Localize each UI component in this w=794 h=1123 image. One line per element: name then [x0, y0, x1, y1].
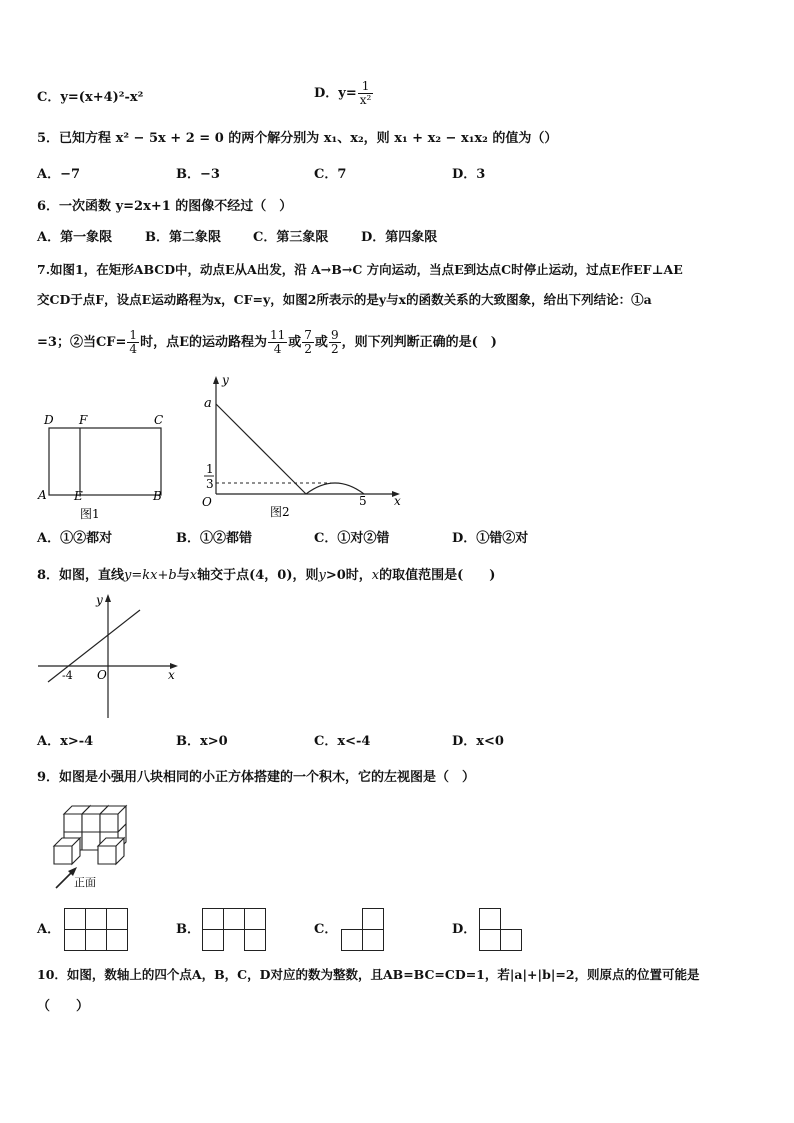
view-cell: [500, 929, 522, 951]
q7-frac4-den: 2: [330, 342, 339, 356]
q4-option-d-fraction: [358, 80, 374, 107]
q9-option-a-label: A．: [37, 922, 61, 937]
q8-option-a: A．x>-4: [37, 734, 94, 749]
view-cell: [85, 929, 107, 951]
view-cell: [479, 908, 501, 930]
q7-stem-line2: 交CD于点F，设点E运动路程为x，CF=y，如图2所表示的是y与x的函数关系的大致图象，给出下列结论：①a: [37, 292, 652, 307]
q7-option-a: A．①②都对: [37, 531, 113, 546]
graph-segment: [216, 404, 306, 494]
label-f: F: [79, 413, 88, 427]
q8-stem-part-a: 8．如图，直线: [37, 568, 125, 583]
q4-option-d-prefix: D．y=: [314, 86, 357, 101]
q7-option-d: D．①错②对: [452, 531, 529, 546]
q4-option-d-denominator: x²: [359, 93, 372, 107]
view-cell: [64, 929, 86, 951]
q8-option-d: D．x<0: [452, 734, 504, 749]
q7-line3-part-b: 时，点E的运动路程为: [140, 335, 267, 350]
q7-frac2-num: 11: [269, 328, 286, 342]
q7-frac4-num: 9: [330, 328, 339, 342]
tick-five: 5: [359, 494, 367, 508]
view-cell: [479, 929, 501, 951]
view-cell: [223, 908, 245, 930]
view-cell: [362, 929, 384, 951]
view-cell: [106, 908, 128, 930]
view-cell: [244, 929, 266, 951]
origin-label: O: [97, 668, 107, 682]
view-cell: [106, 929, 128, 951]
tick-neg4: -4: [62, 669, 73, 682]
q7-frac-9-2: [329, 329, 341, 356]
q8-option-b: B．x>0: [176, 734, 228, 749]
fraction-one: 1: [206, 462, 214, 476]
q8-option-c: C．x<-4: [314, 734, 371, 749]
y-axis-arrow-icon: [105, 594, 111, 602]
axis-label-x: x: [394, 494, 401, 508]
q7-frac-quarter: [127, 329, 139, 356]
q7-frac2-den: 4: [268, 342, 287, 356]
y-axis-arrow-icon: [213, 376, 219, 384]
q8-stem-equation: y=kx+b: [124, 568, 177, 583]
q7-figure-1: [36, 408, 176, 524]
q9-option-c-label: C．: [314, 922, 338, 937]
q7-frac-7-2: [302, 329, 314, 356]
axis-label-y: y: [96, 593, 103, 607]
q9-option-b-view: [202, 908, 268, 952]
q7-frac3-den: 2: [304, 342, 312, 356]
front-label: 正面: [74, 876, 96, 889]
q4-option-c: C．y=(x+4)²-x²: [37, 90, 144, 105]
view-cell: [202, 908, 224, 930]
axis-label-y: y: [222, 373, 229, 387]
q4-option-d: [314, 80, 374, 107]
graph-arc: [306, 483, 364, 494]
fraction-three: 3: [206, 477, 214, 491]
view-cell: [64, 908, 86, 930]
cube-front-2: [98, 838, 124, 864]
label-d: D: [44, 413, 54, 427]
q9-option-b-label: B．: [176, 922, 200, 937]
q9-stem: 9．如图是小强用八块相同的小正方体搭建的一个积木，它的左视图是（ ）: [37, 770, 476, 785]
q5-option-a: A．−7: [37, 167, 81, 182]
q6-option-c: C．第三象限: [253, 230, 329, 245]
label-c: C: [154, 413, 164, 427]
q7-option-b: B．①②都错: [176, 531, 252, 546]
q6-stem: 6．一次函数 y=2x+1 的图像不经过（ ）: [37, 199, 293, 214]
q5-option-c: C．7: [314, 167, 347, 182]
q7-frac3-num: 7: [304, 328, 312, 342]
view-cell: [244, 908, 266, 930]
q5-option-d: D．3: [452, 167, 486, 182]
cube-mid-2: [82, 832, 100, 850]
q8-stem-part-c: 轴交于点(4，0)，则: [197, 568, 319, 583]
q8-stem: [37, 567, 495, 585]
q7-option-c: C．①对②错: [314, 531, 390, 546]
q7-frac1-den: 4: [129, 342, 138, 356]
q9-option-d-label: D．: [452, 922, 477, 937]
q9-cube-figure: [44, 800, 144, 892]
q5-stem: 5．已知方程 x² − 5x + 2 = 0 的两个解分别为 x₁、x₂，则 x₁ + x₂ − x₁x₂ 的值为（）: [37, 131, 558, 146]
caption-figure-1: 图1: [80, 507, 100, 521]
q8-stem-part-b: 与: [176, 568, 190, 583]
q6-option-a: A．第一象限: [37, 230, 113, 245]
view-cell: [202, 929, 224, 951]
q8-stem-y: y: [318, 568, 326, 583]
q10-stem-line1: 10．如图，数轴上的四个点A，B，C，D对应的数为整数，且AB=BC=CD=1，若|a|+|b|=2，则原点的位置可能是: [37, 967, 700, 982]
q6-option-b: B．第二象限: [145, 230, 221, 245]
q7-stem-line3: [37, 329, 497, 356]
q7-or-2: 或: [314, 335, 328, 350]
q4-option-d-numerator: 1: [361, 79, 370, 93]
q10-stem-line2: （ ）: [37, 999, 90, 1014]
cube-front-1: [54, 838, 80, 864]
q9-option-c-view: [341, 908, 387, 952]
axis-label-x: x: [168, 668, 175, 682]
label-e: E: [74, 489, 83, 503]
q8-figure: [34, 590, 184, 722]
q7-frac-11-4: [268, 329, 287, 356]
rectangle-abcd: [49, 428, 161, 495]
q8-stem-x1: x: [189, 568, 198, 583]
q7-frac1-num: 1: [129, 328, 138, 342]
q7-figure-2: [198, 372, 408, 522]
q9-option-d-view: [479, 908, 525, 952]
label-a-value: a: [204, 396, 212, 411]
caption-figure-2: 图2: [270, 505, 290, 519]
q8-stem-x2: x: [371, 568, 380, 583]
q7-line3-part-a: =3；②当CF=: [37, 335, 127, 350]
view-cell: [341, 929, 363, 951]
q7-stem-line1: 7.如图1，在矩形ABCD中，动点E从A出发，沿 A→B→C 方向运动，当点E到达点C时停止运动，过点E作EF⊥AE: [37, 262, 683, 277]
label-a: A: [38, 488, 47, 502]
q7-line3-part-c: ，则下列判断正确的是( ): [341, 335, 497, 350]
q7-or-1: 或: [288, 335, 302, 350]
label-b: B: [153, 489, 162, 503]
view-cell: [362, 908, 384, 930]
q9-option-a-view: [64, 908, 130, 952]
origin-label: O: [202, 495, 212, 509]
view-cell: [85, 908, 107, 930]
q8-stem-part-d: >0时，: [325, 568, 372, 583]
q6-option-d: D．第四象限: [361, 230, 438, 245]
q8-stem-part-e: 的取值范围是( ): [379, 568, 496, 583]
q5-option-b: B．−3: [176, 167, 220, 182]
